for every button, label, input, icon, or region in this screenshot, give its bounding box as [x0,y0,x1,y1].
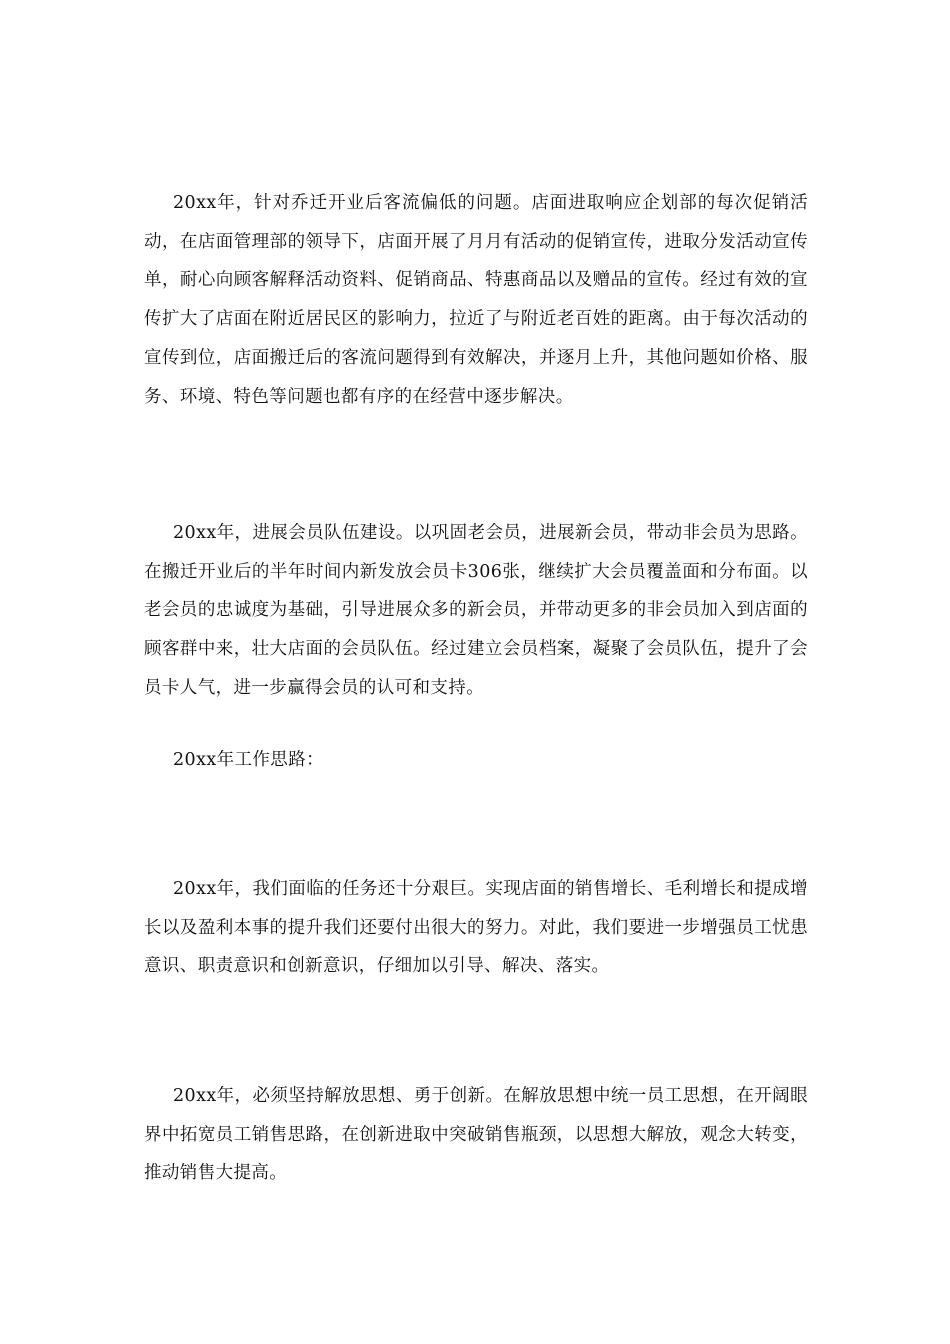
paragraph-membership: 20xx年，进展会员队伍建设。以巩固老会员，进展新会员，带动非会员为思路。在搬迁开业后的半年时间内新发放会员卡306张，继续扩大会员覆盖面和分布面。以老会员的忠诚度为基础，引导进展众多的新会员，并带动更多的非会员加入到店面的顾客群中来，壮大店面的会员队伍。经过建立会员档案，凝聚了会员队伍，提升了会员卡人气，进一步赢得会员的认可和支持。 [144,523,808,698]
paragraph-innovation: 20xx年，必须坚持解放思想、勇于创新。在解放思想中统一员工思想，在开阔眼界中拓宽员工销售思路，在创新进取中突破销售瓶颈，以思想大解放，观念大转变，推动销售大提高。 [144,1086,808,1184]
paragraph-customer-flow: 20xx年，针对乔迁开业后客流偏低的问题。店面进取响应企划部的每次促销活动，在店面管理部的领导下，店面开展了月月有活动的促销宣传，进取分发活动宣传单，耐心向顾客解释活动资料、促销商品、特惠商品以及赠品的宣传。经过有效的宣传扩大了店面在附近居民区的影响力，拉近了与附近老百姓的距离。由于每次活动的宣传到位，店面搬迁后的客流问题得到有效解决，并逐月上升，其他问题如价格、服务、环境、特色等问题也都有序的在经营中逐步解决。 [144,193,808,407]
paragraph-tasks: 20xx年，我们面临的任务还十分艰巨。实现店面的销售增长、毛利增长和提成增长以及盈利本事的提升我们还要付出很大的努力。对此，我们要进一步增强员工忧患意识、职责意识和创新意识，仔细加以引导、解决、落实。 [144,879,808,977]
section-heading-work-plan: 20xx年工作思路： [173,750,325,770]
